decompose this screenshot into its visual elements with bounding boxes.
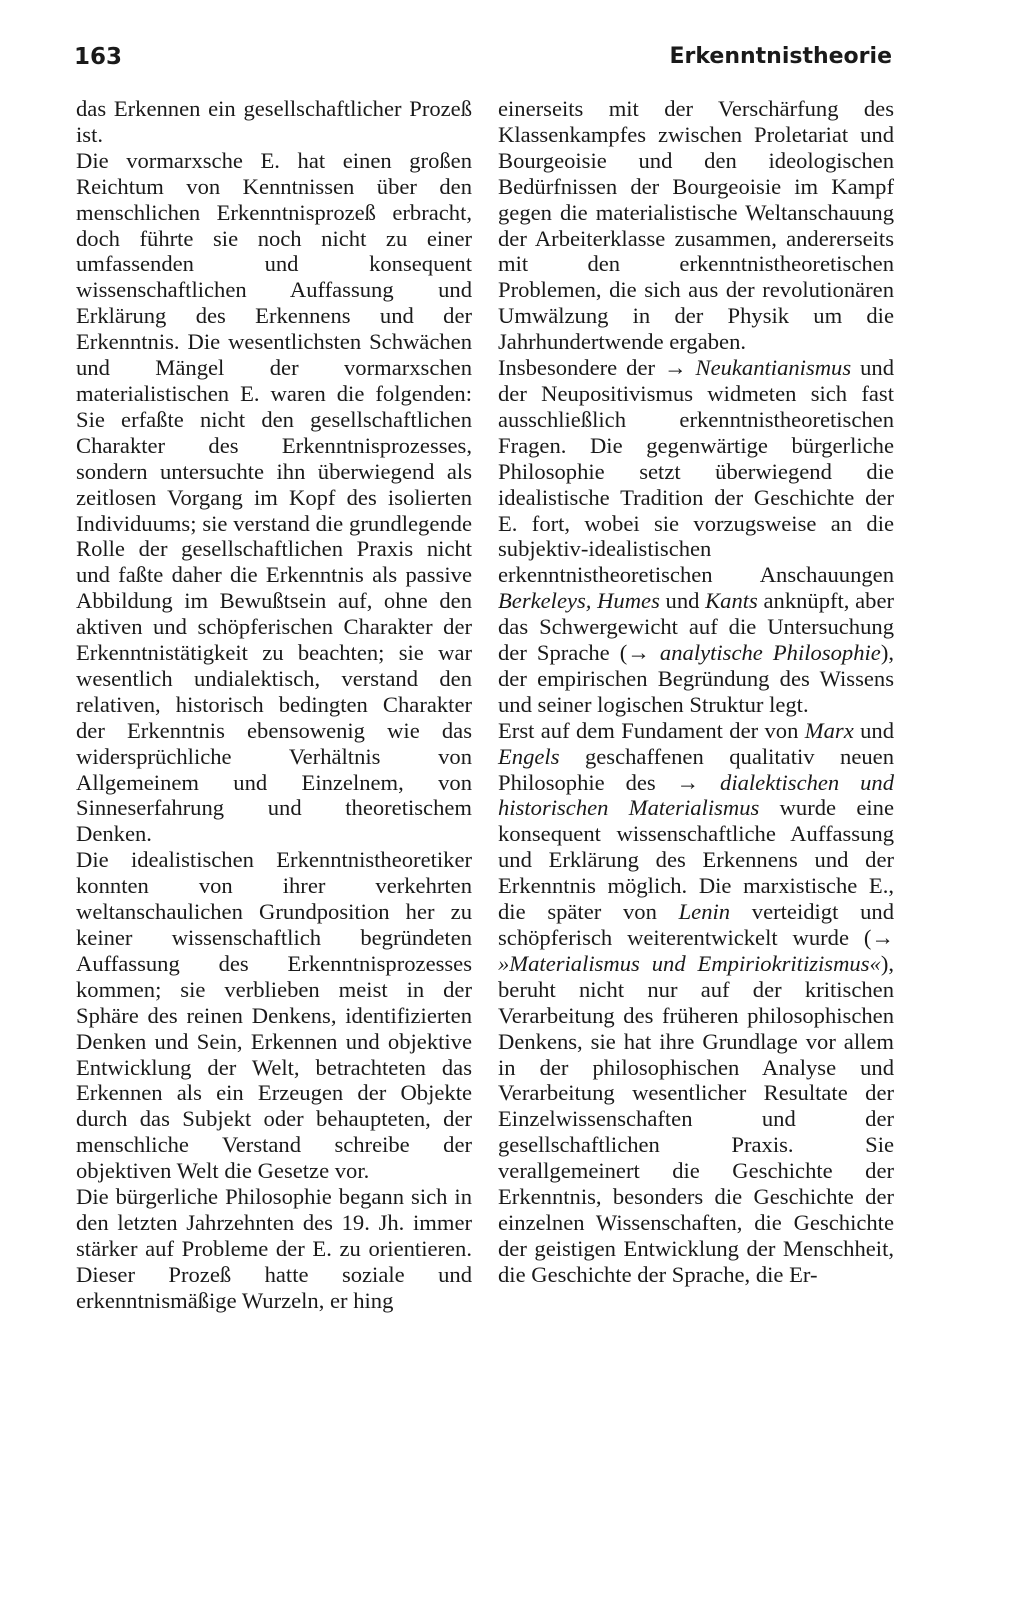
right-column: [498, 96, 894, 1288]
person-name: Kants: [705, 588, 758, 614]
paragraph: [498, 355, 894, 718]
paragraph: Die idealistischen Erkenntnistheoretiker konnten von ihrer verkehrten weltanschaulichen Grundposition her zu keiner wissenschaftlich begründeten Auffassung des Erkenntnisprozesses kommen; sie verblieben meist in der Sphäre des reinen Denkens, identifizierten Denken und Sein, Erkennen und objektive Entwicklung der Welt, betrachteten das Erkennen als ein Erzeugen der Objekte durch das Subjekt oder behaupteten, der menschliche Verstand schreibe der objektiven Welt die Gesetze vor.: [76, 847, 472, 1184]
text-run: Insbesondere der →: [498, 355, 696, 381]
text-run: ), beruht nicht nur auf der kritischen Verarbeitung des früheren philosophischen Denkens, sie hat ihre Grundlage vor allem in der philosophischen Analyse und Verarbeitung wesentlicher Resultate der Einzelwissenschaften und der gesellschaftlichen Praxis. Sie verallgemeinert die Geschichte der Erkenntnis, besonders die Geschichte der einzelnen Wissenschaften, die Geschichte der geistigen Entwicklung der Menschheit, die Geschichte der Sprache, die Er-: [498, 950, 894, 1287]
page-number: 163: [74, 44, 123, 70]
text-run: wurde eine konsequent wissenschaftliche Auffassung und Erklärung des Erkennens und der Erkenntnis möglich. Die marxistische E., die später von: [498, 795, 894, 925]
paragraph: das Erkennen ein gesellschaftlicher Prozeß ist.: [76, 96, 472, 147]
person-name: Berkeleys, Humes: [498, 588, 660, 614]
paragraph: [498, 718, 894, 1288]
page-header: [74, 44, 892, 80]
text-run: und der Neupositivismus widmeten sich fast ausschließlich erkenntnistheoretischen Fragen. Die gegenwärtige bürgerliche Philosophie setzt überwiegend die idealistische Tradition der Geschichte der E. fort, wobei sie vorzugsweise an die subjektiv-idealistischen erkenntnistheoretischen Anschauungen: [498, 355, 894, 588]
paragraph: einerseits mit der Verschärfung des Klassenkampfes zwischen Proletariat und Bourgeoisie und den ideologischen Bedürfnissen der Bourgeoisie im Kampf gegen die materialistische Weltanschauung der Arbeiterklasse zusammen, andererseits mit den erkenntnistheoretischen Problemen, die sich aus der revolutionären Umwälzung in der Physik um die Jahrhundertwende ergaben.: [498, 96, 894, 355]
cross-reference: Neukantianismus: [695, 355, 852, 381]
person-name: Lenin: [678, 899, 731, 925]
cross-reference: »Materialismus und Empiriokritizismus«: [498, 950, 881, 976]
text-run: und: [659, 588, 706, 614]
person-name: Marx: [804, 717, 854, 743]
cross-reference: dialektischen und historischen Materialismus: [498, 769, 894, 821]
paragraph: Die vormarxsche E. hat einen großen Reichtum von Kenntnissen über den menschlichen Erkenntnisprozeß erbracht, doch führte sie noch nicht zu einer umfassenden und konsequent wissenschaftlichen Auffassung und Erklärung des Erkennens und der Erkenntnis. Die wesentlichsten Schwächen und Mängel der vormarxschen materialistischen E. waren die folgenden: Sie erfaßte nicht den gesellschaftlichen Charakter des Erkenntnisprozesses, sondern untersuchte ihn überwiegend als zeitlosen Vorgang im Kopf des isolierten Individuums; sie verstand die grundlegende Rolle der gesellschaftlichen Praxis nicht und faßte daher die Erkenntnis als passive Abbildung im Bewußtsein auf, ohne den aktiven und schöpferischen Charakter der Erkenntnistätigkeit zu beachten; sie war wesentlich undialektisch, verstand den relativen, historisch bedingten Charakter der Erkenntnis ebensowenig wie das widersprüchliche Verhältnis von Allgemeinem und Einzelnem, von Sinneserfahrung und theoretischem Denken.: [76, 147, 472, 847]
text-run: Erst auf dem Fundament der von: [498, 717, 805, 743]
left-column: [76, 96, 472, 1314]
paragraph: Die bürgerliche Philosophie begann sich in den letzten Jahrzehnten des 19. Jh. immer stärker auf Probleme der E. zu orientieren. Dieser Prozeß hatte soziale und erkenntnismäßige Wurzeln, er hing: [76, 1184, 472, 1313]
text-run: verteidigt und schöpferisch weiterentwickelt wurde (→: [498, 899, 894, 950]
text-run: ), der empirischen Begründung des Wissens und seiner logischen Struktur legt.: [498, 640, 895, 717]
text-run: und: [853, 717, 894, 743]
text-run: geschaffenen qualitativ neuen Philosophie des →: [498, 743, 894, 795]
cross-reference: analytische Philosophie: [659, 640, 881, 666]
text-run: anknüpft, aber das Schwergewicht auf die Untersuchung der Sprache (→: [498, 588, 894, 666]
running-head: Erkenntnistheorie: [669, 44, 892, 69]
person-name: Engels: [498, 743, 560, 769]
